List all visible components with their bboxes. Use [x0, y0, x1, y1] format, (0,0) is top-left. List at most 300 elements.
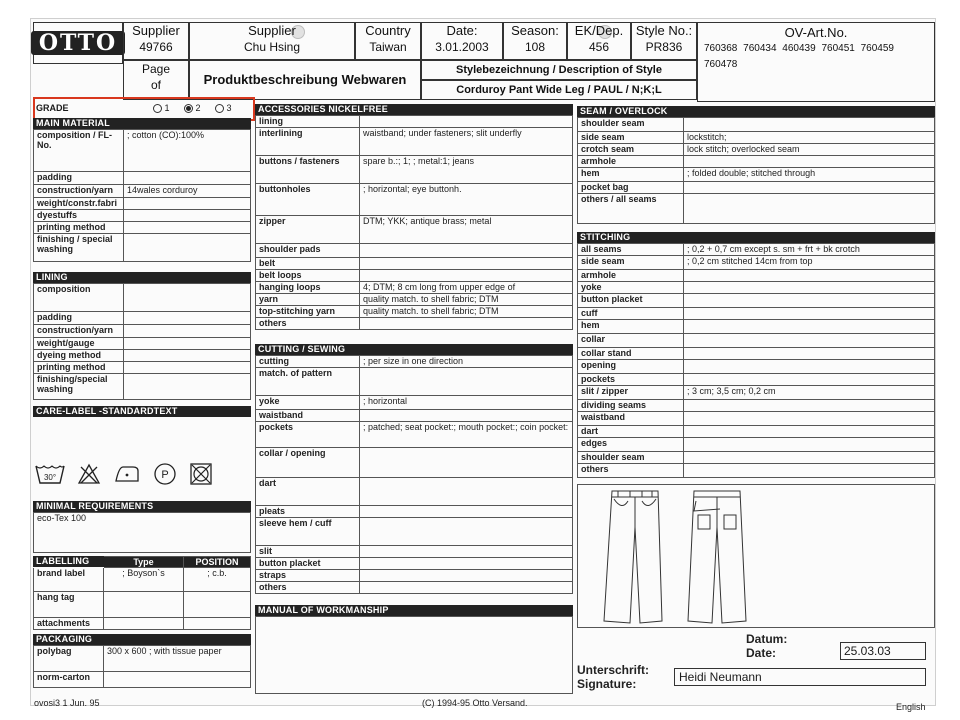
row-key: printing method: [34, 362, 124, 374]
table-row: [34, 185, 251, 198]
page-label: Page: [141, 62, 171, 76]
table-row: [578, 256, 935, 270]
table-row: [578, 132, 935, 144]
row-key: others: [256, 318, 360, 330]
labelling-title-cell: [34, 557, 104, 568]
row-type: [104, 592, 184, 618]
table-row: [578, 270, 935, 282]
row-value: [684, 438, 935, 452]
form-id: ovosi3 1 Jun. 95: [34, 698, 100, 708]
table-row: [578, 168, 935, 182]
row-value: [684, 294, 935, 308]
table-row: [256, 184, 573, 216]
table-row: [256, 410, 573, 422]
table-row: [34, 646, 251, 672]
row-value: ; 0,2 cm stitched 14cm from top: [684, 256, 935, 270]
season-label: Season:: [511, 23, 559, 38]
table-row: [34, 130, 251, 172]
row-key: yarn: [256, 294, 360, 306]
date-value: 3.01.2003: [435, 40, 489, 54]
document-title-text: Produktbeschreibung Webwaren: [203, 72, 407, 87]
row-value: waistband; under fasteners; slit underfly: [360, 128, 573, 156]
table-row: [578, 194, 935, 224]
season-cell: [503, 22, 567, 60]
table-row: [578, 386, 935, 400]
table-row: [578, 360, 935, 374]
row-key: hem: [578, 320, 684, 334]
row-value: [124, 374, 251, 400]
row-value: [684, 348, 935, 360]
row-key: armhole: [578, 156, 684, 168]
row-key: shoulder seam: [578, 452, 684, 464]
row-key: cuff: [578, 308, 684, 320]
row-key: belt: [256, 258, 360, 270]
row-key: straps: [256, 570, 360, 582]
table-row: [34, 325, 251, 338]
row-value: ; 3 cm; 3,5 cm; 0,2 cm: [684, 386, 935, 400]
row-value: [684, 334, 935, 348]
row-value: [684, 282, 935, 294]
table-row: [578, 156, 935, 168]
row-key: composition: [34, 284, 124, 312]
table-row: [34, 172, 251, 185]
row-value: spare b.:; 1; ; metal:1; jeans: [360, 156, 573, 184]
row-key: others: [256, 582, 360, 594]
grade-option-label: 1: [164, 103, 170, 113]
row-key: hanging loops: [256, 282, 360, 294]
row-value: [360, 368, 573, 396]
table-row: [34, 338, 251, 350]
row-key: finishing/special washing: [34, 374, 124, 400]
table-row: [34, 222, 251, 234]
row-key: armhole: [578, 270, 684, 282]
type-column-header: Type: [104, 557, 184, 568]
table-row: [34, 210, 251, 222]
seam-overlock-table: [577, 117, 935, 224]
row-key: dart: [578, 426, 684, 438]
row-key: construction/yarn: [34, 325, 124, 338]
row-key: crotch seam: [578, 144, 684, 156]
workmanship-header: MANUAL OF WORKMANSHIP: [255, 605, 573, 616]
row-key: buttons / fasteners: [256, 156, 360, 184]
supplier-no-value: 49766: [139, 40, 173, 54]
table-row: [256, 448, 573, 478]
table-row: [256, 156, 573, 184]
row-key: pleats: [256, 506, 360, 518]
row-value: [684, 374, 935, 386]
table-row: [34, 198, 251, 210]
row-value: [360, 478, 573, 506]
care-symbols: [33, 456, 251, 492]
row-value: [360, 570, 573, 582]
row-key: pocket bag: [578, 182, 684, 194]
row-key: match. of pattern: [256, 368, 360, 396]
row-key: hem: [578, 168, 684, 182]
row-value: [360, 582, 573, 594]
minimal-requirements-header: MINIMAL REQUIREMENTS: [33, 501, 251, 512]
style-desc-label: Stylebezeichnung / Description of Style: [456, 64, 662, 76]
supplier-name-cell: [189, 22, 355, 60]
row-value: [124, 198, 251, 210]
ov-art-numbers: 760368 760434 460439 760451 760459: [704, 43, 894, 54]
table-row: [256, 270, 573, 282]
table-row: [578, 244, 935, 256]
table-row: [34, 362, 251, 374]
table-row: [256, 244, 573, 258]
row-key: waistband: [578, 412, 684, 426]
table-row: [578, 348, 935, 360]
iron-icon: [113, 463, 141, 485]
row-key: collar: [578, 334, 684, 348]
row-value: [360, 244, 573, 258]
row-value: [124, 338, 251, 350]
row-value: [684, 156, 935, 168]
row-value: ; patched; seat pocket:; mouth pocket:; coin pocket:: [360, 422, 573, 448]
row-value: [360, 546, 573, 558]
table-row: [256, 282, 573, 294]
row-key: polybag: [34, 646, 104, 672]
row-key: attachments: [34, 618, 104, 630]
table-row: [578, 334, 935, 348]
row-value: [360, 448, 573, 478]
style-desc-label-cell: [421, 60, 697, 80]
table-row: [578, 118, 935, 132]
row-key: others: [578, 464, 684, 478]
row-type: ; Boyson`s: [104, 568, 184, 592]
row-value: [104, 672, 251, 688]
row-key: pockets: [256, 422, 360, 448]
accessories-header: ACCESSORIES NICKELFREE: [255, 104, 573, 115]
row-value: ; horizontal: [360, 396, 573, 410]
table-row: [256, 506, 573, 518]
supplier-no-label: Supplier: [132, 23, 180, 38]
ek-dep-value: 456: [588, 40, 610, 54]
care-label-header: CARE-LABEL -STANDARDTEXT: [33, 406, 251, 417]
table-row: [34, 350, 251, 362]
row-value: ; 0,2 + 0,7 cm except s. sm + frt + bk crotch: [684, 244, 935, 256]
table-row: [256, 396, 573, 410]
workmanship-area: [255, 616, 573, 694]
row-value: [360, 506, 573, 518]
row-value: [124, 210, 251, 222]
country-label: Country: [365, 23, 411, 38]
row-position: [184, 618, 251, 630]
row-value: [124, 284, 251, 312]
table-row: [256, 306, 573, 318]
row-value: quality match. to shell fabric; DTM: [360, 294, 573, 306]
row-value: [124, 325, 251, 338]
otto-logo: [33, 22, 123, 64]
datum-label: Datum:: [746, 632, 788, 646]
row-value: 4; DTM; 8 cm long from upper edge of: [360, 282, 573, 294]
table-row: [34, 672, 251, 688]
table-row: [34, 568, 251, 592]
row-value: [684, 464, 935, 478]
row-key: weight/gauge: [34, 338, 124, 350]
table-row: [256, 356, 573, 368]
style-no-cell: [631, 22, 697, 60]
row-value: [684, 182, 935, 194]
row-value: [360, 116, 573, 128]
main-material-header: MAIN MATERIAL: [33, 118, 251, 129]
row-value: [684, 426, 935, 438]
row-value: 14wales corduroy: [124, 185, 251, 198]
table-row: [578, 294, 935, 308]
row-key: padding: [34, 172, 124, 185]
supplier-name-label: Supplier: [248, 23, 296, 38]
seam-overlock-header: SEAM / OVERLOCK: [577, 106, 935, 117]
table-row: [578, 464, 935, 478]
row-value: ; horizontal; eye buttonh.: [360, 184, 573, 216]
row-value: [360, 318, 573, 330]
page-cell: [123, 60, 189, 100]
style-desc-cell: [421, 80, 697, 100]
ov-art-numbers-2: 760478: [704, 59, 738, 70]
row-key: edges: [578, 438, 684, 452]
row-key: hang tag: [34, 592, 104, 618]
row-value: [684, 194, 935, 224]
signature-label: Signature:: [577, 677, 637, 691]
dry-clean-text: P: [161, 469, 169, 481]
table-row: [256, 216, 573, 244]
row-value: [124, 172, 251, 185]
cutting-sewing-header: CUTTING / SEWING: [255, 344, 573, 355]
document-title: [189, 60, 421, 100]
row-key: sleeve hem / cuff: [256, 518, 360, 546]
row-key: side seam: [578, 132, 684, 144]
row-key: weight/constr.fabri: [34, 198, 124, 210]
row-position: [184, 592, 251, 618]
row-value: [684, 308, 935, 320]
minimal-requirements-table: [33, 512, 251, 553]
table-row: [256, 116, 573, 128]
row-key: interlining: [256, 128, 360, 156]
row-value: [360, 558, 573, 570]
logo-text: OTTO: [31, 31, 125, 55]
table-row: [34, 234, 251, 262]
row-value: [684, 118, 935, 132]
row-value: [684, 412, 935, 426]
row-key: padding: [34, 312, 124, 325]
of-label: of: [150, 78, 161, 92]
table-row: [256, 422, 573, 448]
lining-header: LINING: [33, 272, 251, 283]
table-row: [256, 368, 573, 396]
table-row: [578, 426, 935, 438]
row-value: lockstitch;: [684, 132, 935, 144]
row-key: finishing / special washing: [34, 234, 124, 262]
table-row: [578, 412, 935, 426]
date-label: Date:: [746, 646, 777, 660]
date-cell: [421, 22, 503, 60]
table-row: [256, 478, 573, 506]
row-value: [360, 258, 573, 270]
row-key: buttonholes: [256, 184, 360, 216]
row-key: shoulder pads: [256, 244, 360, 258]
row-key: lining: [256, 116, 360, 128]
copyright-text: (C) 1994-95 Otto Versand.: [422, 698, 528, 708]
no-bleach-icon: [77, 463, 101, 485]
table-row: [578, 452, 935, 464]
row-value: [124, 222, 251, 234]
table-row: [256, 546, 573, 558]
cutting-sewing-table: [255, 355, 573, 594]
table-row: [578, 374, 935, 386]
position-column-header: POSITION: [184, 557, 251, 568]
table-row: [256, 518, 573, 546]
table-row: [578, 282, 935, 294]
country-value: Taiwan: [369, 40, 407, 54]
row-value: [124, 234, 251, 262]
grade-option-label: 2: [195, 103, 201, 113]
ek-dep-label: EK/Dep.: [574, 23, 624, 38]
main-material-table: [33, 129, 251, 262]
style-desc-value: Corduroy Pant Wide Leg / PAUL / N;K;L: [456, 84, 662, 96]
row-value: [360, 270, 573, 282]
row-value: [124, 312, 251, 325]
row-key: top-stitching yarn: [256, 306, 360, 318]
row-key: collar stand: [578, 348, 684, 360]
stitching-table: [577, 243, 935, 478]
row-value: [684, 320, 935, 334]
datum-block: [746, 632, 787, 660]
signature-name-value: Heidi Neumann: [679, 670, 762, 684]
pants-sketch-icon: [592, 487, 772, 627]
row-key: brand label: [34, 568, 104, 592]
table-row: [34, 592, 251, 618]
table-row: [34, 618, 251, 630]
row-value: lock stitch; overlocked seam: [684, 144, 935, 156]
supplier-no-cell: [123, 22, 189, 60]
row-key: dyeing method: [34, 350, 124, 362]
grade-option-label: 3: [226, 103, 232, 113]
style-no-label: Style No.:: [635, 23, 693, 38]
row-key: norm-carton: [34, 672, 104, 688]
row-key: yoke: [256, 396, 360, 410]
row-value: DTM; YKK; antique brass; metal: [360, 216, 573, 244]
packaging-table: [33, 645, 251, 688]
row-value: [360, 518, 573, 546]
signature-name-field[interactable]: [674, 668, 926, 686]
style-no-value: PR836: [645, 40, 683, 54]
date-label: Date:: [446, 23, 478, 38]
row-value: [684, 400, 935, 412]
signature-labels: [577, 663, 649, 691]
signature-date-value: 25.03.03: [844, 644, 891, 658]
row-value: quality match. to shell fabric; DTM: [360, 306, 573, 318]
ek-dep-cell: [567, 22, 631, 60]
sketch-area: [577, 484, 935, 628]
row-position: ; c.b.: [184, 568, 251, 592]
row-key: waistband: [256, 410, 360, 422]
row-value: [684, 452, 935, 464]
row-key: slit: [256, 546, 360, 558]
row-key: cutting: [256, 356, 360, 368]
row-key: belt loops: [256, 270, 360, 282]
row-key: opening: [578, 360, 684, 374]
table-row: [34, 312, 251, 325]
row-key: others / all seams: [578, 194, 684, 224]
signature-date-field[interactable]: [840, 642, 926, 660]
supplier-name-value: Chu Hsing: [243, 40, 301, 54]
row-key: slit / zipper: [578, 386, 684, 400]
row-key: dart: [256, 478, 360, 506]
row-key: button placket: [578, 294, 684, 308]
table-row: [34, 513, 251, 553]
row-key: yoke: [578, 282, 684, 294]
row-value: [124, 350, 251, 362]
row-value: ; folded double; stitched through: [684, 168, 935, 182]
season-value: 108: [524, 40, 546, 54]
table-row: [578, 308, 935, 320]
table-row: [34, 557, 251, 568]
ov-art-cell: [697, 22, 935, 102]
row-key: collar / opening: [256, 448, 360, 478]
table-row: [256, 294, 573, 306]
country-cell: [355, 22, 421, 60]
table-row: [578, 438, 935, 452]
wash-tub-icon: [35, 463, 65, 485]
no-tumble-dry-icon: [189, 462, 213, 486]
row-value: ; cotton (CO):100%: [124, 130, 251, 172]
table-row: [578, 400, 935, 412]
unterschrift-label: Unterschrift:: [577, 663, 650, 677]
row-value: [124, 362, 251, 374]
table-row: [578, 320, 935, 334]
table-row: [256, 318, 573, 330]
row-key: shoulder seam: [578, 118, 684, 132]
table-row: [256, 582, 573, 594]
table-row: [256, 258, 573, 270]
table-row: [256, 558, 573, 570]
row-key: all seams: [578, 244, 684, 256]
table-row: [578, 182, 935, 194]
wash-temp-text: 30°: [43, 473, 57, 482]
table-row: [34, 284, 251, 312]
row-value: [684, 270, 935, 282]
row-value: 300 x 600 ; with tissue paper: [104, 646, 251, 672]
row-key: printing method: [34, 222, 124, 234]
dry-clean-icon: [153, 462, 177, 486]
minimal-requirements-text: eco-Tex 100: [34, 513, 251, 553]
grade-label: GRADE: [36, 103, 69, 113]
row-key: dividing seams: [578, 400, 684, 412]
row-key: construction/yarn: [34, 185, 124, 198]
stitching-header: STITCHING: [577, 232, 935, 243]
table-row: [578, 144, 935, 156]
row-value: ; per size in one direction: [360, 356, 573, 368]
row-key: side seam: [578, 256, 684, 270]
lining-table: [33, 283, 251, 400]
table-row: [34, 374, 251, 400]
row-key: zipper: [256, 216, 360, 244]
row-key: button placket: [256, 558, 360, 570]
table-row: [256, 128, 573, 156]
row-key: pockets: [578, 374, 684, 386]
row-key: dyestuffs: [34, 210, 124, 222]
packaging-header: PACKAGING: [33, 634, 251, 645]
row-type: [104, 618, 184, 630]
language-label: English: [896, 702, 926, 712]
accessories-table: [255, 115, 573, 330]
row-value: [360, 410, 573, 422]
labelling-title: LABELLING: [36, 556, 90, 566]
ov-art-label: OV-Art.No.: [784, 25, 848, 40]
labelling-table: [33, 556, 251, 630]
table-row: [256, 570, 573, 582]
row-value: [684, 360, 935, 374]
row-key: composition / FL-No.: [34, 130, 124, 172]
